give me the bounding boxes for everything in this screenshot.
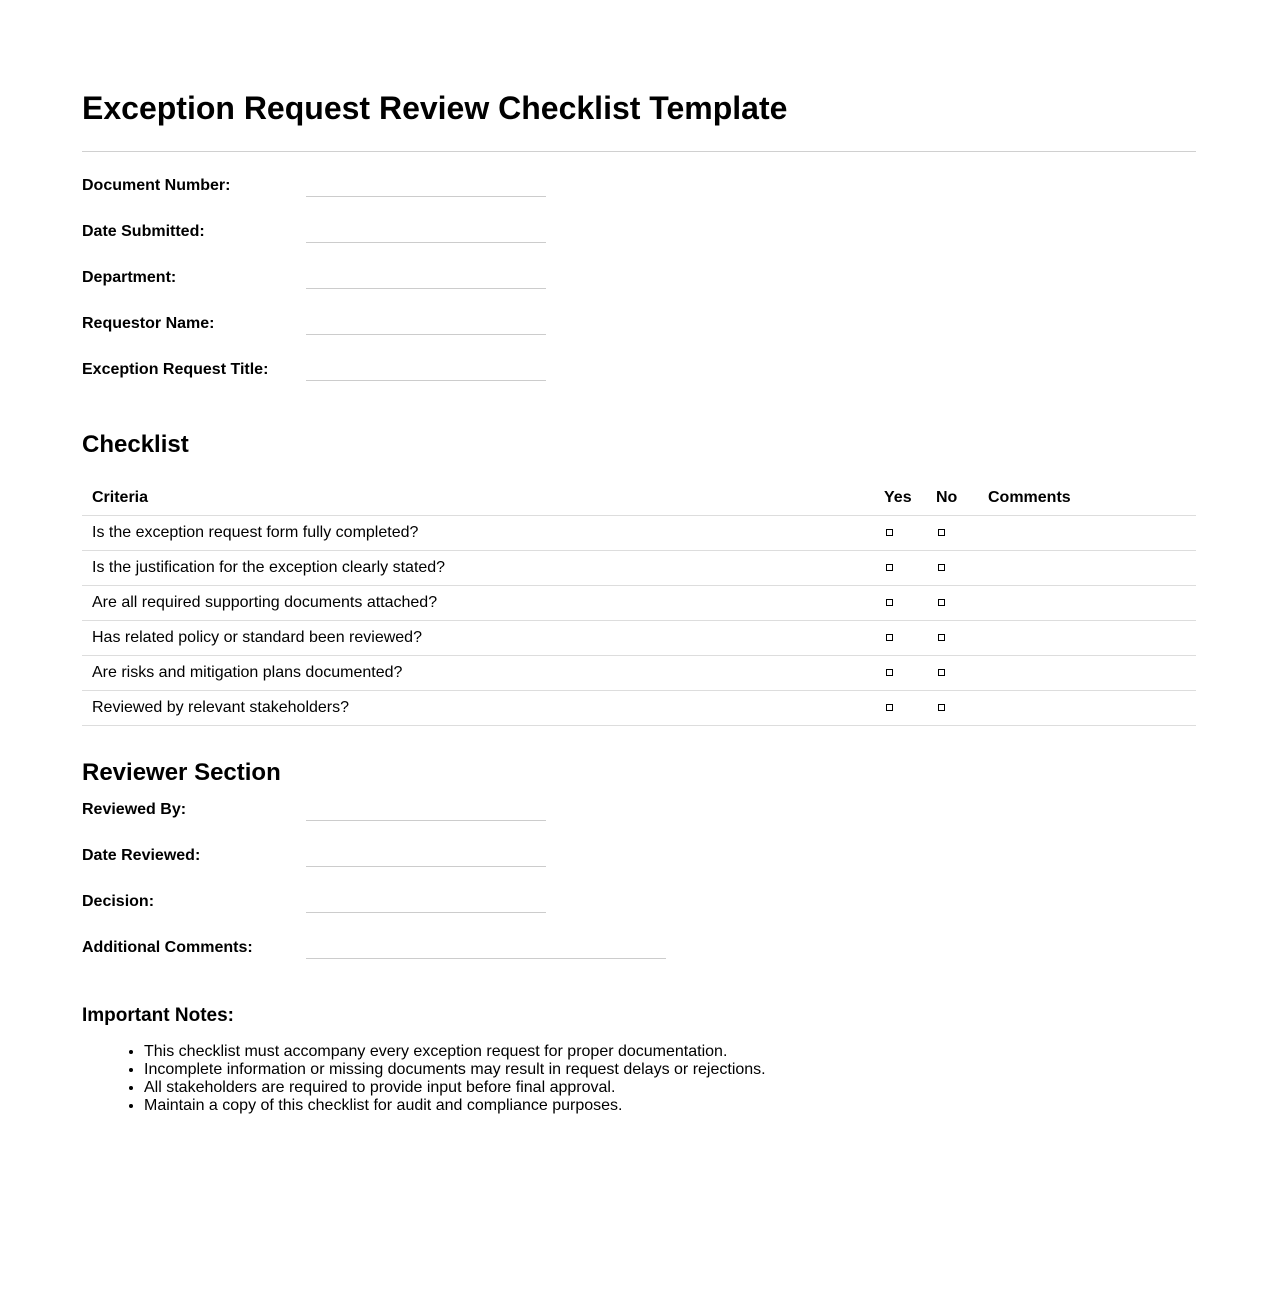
document-page: [82, 0, 1196, 1115]
important-notes-heading: Important Notes:: [82, 1005, 234, 1026]
criteria-cell: Has related policy or standard been reviewed?: [82, 621, 874, 656]
yes-cell: [874, 551, 926, 586]
requestor-name-row: [82, 304, 1196, 350]
important-notes-list: [82, 1043, 1196, 1115]
yes-checkbox[interactable]: [886, 634, 893, 641]
yes-checkbox[interactable]: [886, 704, 893, 711]
request-info-fields: [82, 166, 1196, 396]
criteria-cell: Is the justification for the exception clearly stated?: [82, 551, 874, 586]
date-reviewed-field[interactable]: [306, 838, 546, 867]
list-item: • This checklist must accompany every exception request for proper documentation.: [144, 1043, 1196, 1061]
criteria-cell: Reviewed by relevant stakeholders?: [82, 691, 874, 726]
no-cell: [926, 551, 978, 586]
department-label: Department:: [82, 269, 177, 286]
reviewed-by-row: [82, 790, 1196, 836]
comments-column-header: Comments: [978, 481, 1196, 516]
yes-checkbox[interactable]: [886, 564, 893, 571]
date-reviewed-row: [82, 836, 1196, 882]
reviewed-by-label: Reviewed By:: [82, 801, 187, 818]
no-cell: [926, 586, 978, 621]
decision-label: Decision:: [82, 893, 155, 910]
list-item: • All stakeholders are required to provide input before final approval.: [144, 1079, 1196, 1097]
comments-cell[interactable]: [978, 586, 1196, 621]
yes-column-header: Yes: [874, 481, 926, 516]
table-row: [82, 551, 1196, 586]
reviewer-section-heading: Reviewer Section: [82, 759, 281, 786]
department-field[interactable]: [306, 260, 546, 289]
table-row: [82, 621, 1196, 656]
comments-cell[interactable]: [978, 656, 1196, 691]
criteria-cell: Are risks and mitigation plans documented?: [82, 656, 874, 691]
no-checkbox[interactable]: [938, 529, 945, 536]
no-checkbox[interactable]: [938, 704, 945, 711]
no-checkbox[interactable]: [938, 599, 945, 606]
additional-comments-label: Additional Comments:: [82, 939, 253, 956]
exception-request-title-label: Exception Request Title:: [82, 361, 269, 378]
yes-checkbox[interactable]: [886, 529, 893, 536]
yes-cell: [874, 516, 926, 551]
additional-comments-field[interactable]: [306, 930, 666, 959]
date-submitted-label: Date Submitted:: [82, 223, 205, 240]
criteria-cell: Are all required supporting documents attached?: [82, 586, 874, 621]
title-divider: [82, 151, 1196, 152]
department-row: [82, 258, 1196, 304]
page-title: Exception Request Review Checklist Template: [82, 90, 788, 126]
document-number-field[interactable]: [306, 168, 546, 197]
date-reviewed-label: Date Reviewed:: [82, 847, 201, 864]
yes-checkbox[interactable]: [886, 669, 893, 676]
list-item: • Incomplete information or missing documents may result in request delays or rejections.: [144, 1061, 1196, 1079]
criteria-cell: Is the exception request form fully completed?: [82, 516, 874, 551]
no-cell: [926, 691, 978, 726]
comments-cell[interactable]: [978, 516, 1196, 551]
requestor-name-label: Requestor Name:: [82, 315, 215, 332]
table-row: [82, 516, 1196, 551]
document-number-row: [82, 166, 1196, 212]
comments-cell[interactable]: [978, 621, 1196, 656]
checklist-table: [82, 481, 1196, 726]
no-checkbox[interactable]: [938, 634, 945, 641]
yes-cell: [874, 586, 926, 621]
decision-row: [82, 882, 1196, 928]
exception-request-title-field[interactable]: [306, 352, 546, 381]
no-column-header: No: [926, 481, 978, 516]
date-submitted-field[interactable]: [306, 214, 546, 243]
no-checkbox[interactable]: [938, 564, 945, 571]
checklist-header-row: [82, 481, 1196, 516]
comments-cell[interactable]: [978, 551, 1196, 586]
no-checkbox[interactable]: [938, 669, 945, 676]
no-cell: [926, 516, 978, 551]
comments-cell[interactable]: [978, 691, 1196, 726]
yes-cell: [874, 656, 926, 691]
list-item: • Maintain a copy of this checklist for audit and compliance purposes.: [144, 1097, 1196, 1115]
table-row: [82, 656, 1196, 691]
table-row: [82, 691, 1196, 726]
criteria-column-header: Criteria: [82, 481, 874, 516]
additional-comments-row: [82, 928, 1196, 974]
yes-checkbox[interactable]: [886, 599, 893, 606]
yes-cell: [874, 691, 926, 726]
no-cell: [926, 656, 978, 691]
reviewed-by-field[interactable]: [306, 792, 546, 821]
reviewer-fields: [82, 790, 1196, 974]
checklist-heading: Checklist: [82, 431, 189, 458]
requestor-name-field[interactable]: [306, 306, 546, 335]
no-cell: [926, 621, 978, 656]
yes-cell: [874, 621, 926, 656]
exception-request-title-row: [82, 350, 1196, 396]
table-row: [82, 586, 1196, 621]
decision-field[interactable]: [306, 884, 546, 913]
date-submitted-row: [82, 212, 1196, 258]
document-number-label: Document Number:: [82, 177, 231, 194]
